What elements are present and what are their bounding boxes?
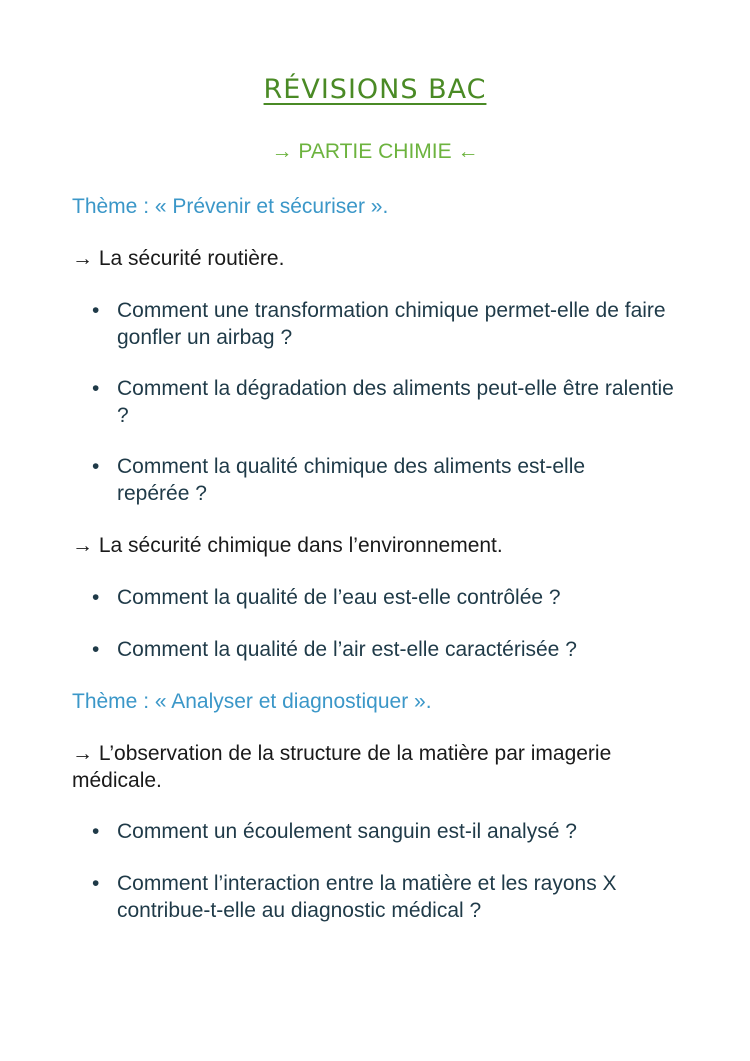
list-item-text: Comment un écoulement sanguin est-il analysé ? — [117, 820, 577, 843]
list-item — [92, 818, 687, 845]
theme-heading-1: Thème : « Prévenir et sécuriser ». — [72, 195, 389, 218]
list-item-text: Comment l’interaction entre la matière et les rayons X contribue-t-elle au diagnostic médical ? — [117, 872, 617, 922]
list-item — [92, 870, 687, 924]
list-item — [92, 297, 687, 351]
bullet-icon: • — [92, 586, 100, 609]
topic-heading-1: → La sécurité routière. — [72, 247, 285, 270]
list-item-text: Comment la dégradation des aliments peut-elle être ralentie ? — [117, 377, 674, 427]
list-item-text: Comment la qualité chimique des aliments est-elle repérée ? — [117, 455, 586, 505]
list-item-text: Comment la qualité de l’air est-elle caractérisée ? — [117, 638, 577, 661]
theme-heading-2: Thème : « Analyser et diagnostiquer ». — [72, 690, 432, 713]
topic-heading-2: → La sécurité chimique dans l’environnement. — [72, 534, 503, 557]
list-item — [92, 453, 637, 507]
list-item — [92, 375, 687, 429]
list-item — [92, 636, 687, 663]
section-subtitle: → PARTIE CHIMIE ← — [271, 140, 479, 163]
page-title: RÉVISIONS BAC — [263, 74, 487, 105]
bullet-icon: • — [92, 455, 100, 478]
bullet-icon: • — [92, 872, 100, 895]
list-item-text: Comment une transformation chimique permet-elle de faire gonfler un airbag ? — [117, 299, 666, 349]
bullet-icon: • — [92, 820, 100, 843]
topic-heading-3: → L’observation de la structure de la matière par imagerie médicale. — [72, 742, 612, 792]
list-item — [92, 584, 687, 611]
bullet-icon: • — [92, 299, 100, 322]
bullet-icon: • — [92, 377, 100, 400]
list-item-text: Comment la qualité de l’eau est-elle contrôlée ? — [117, 586, 561, 609]
bullet-icon: • — [92, 638, 100, 661]
